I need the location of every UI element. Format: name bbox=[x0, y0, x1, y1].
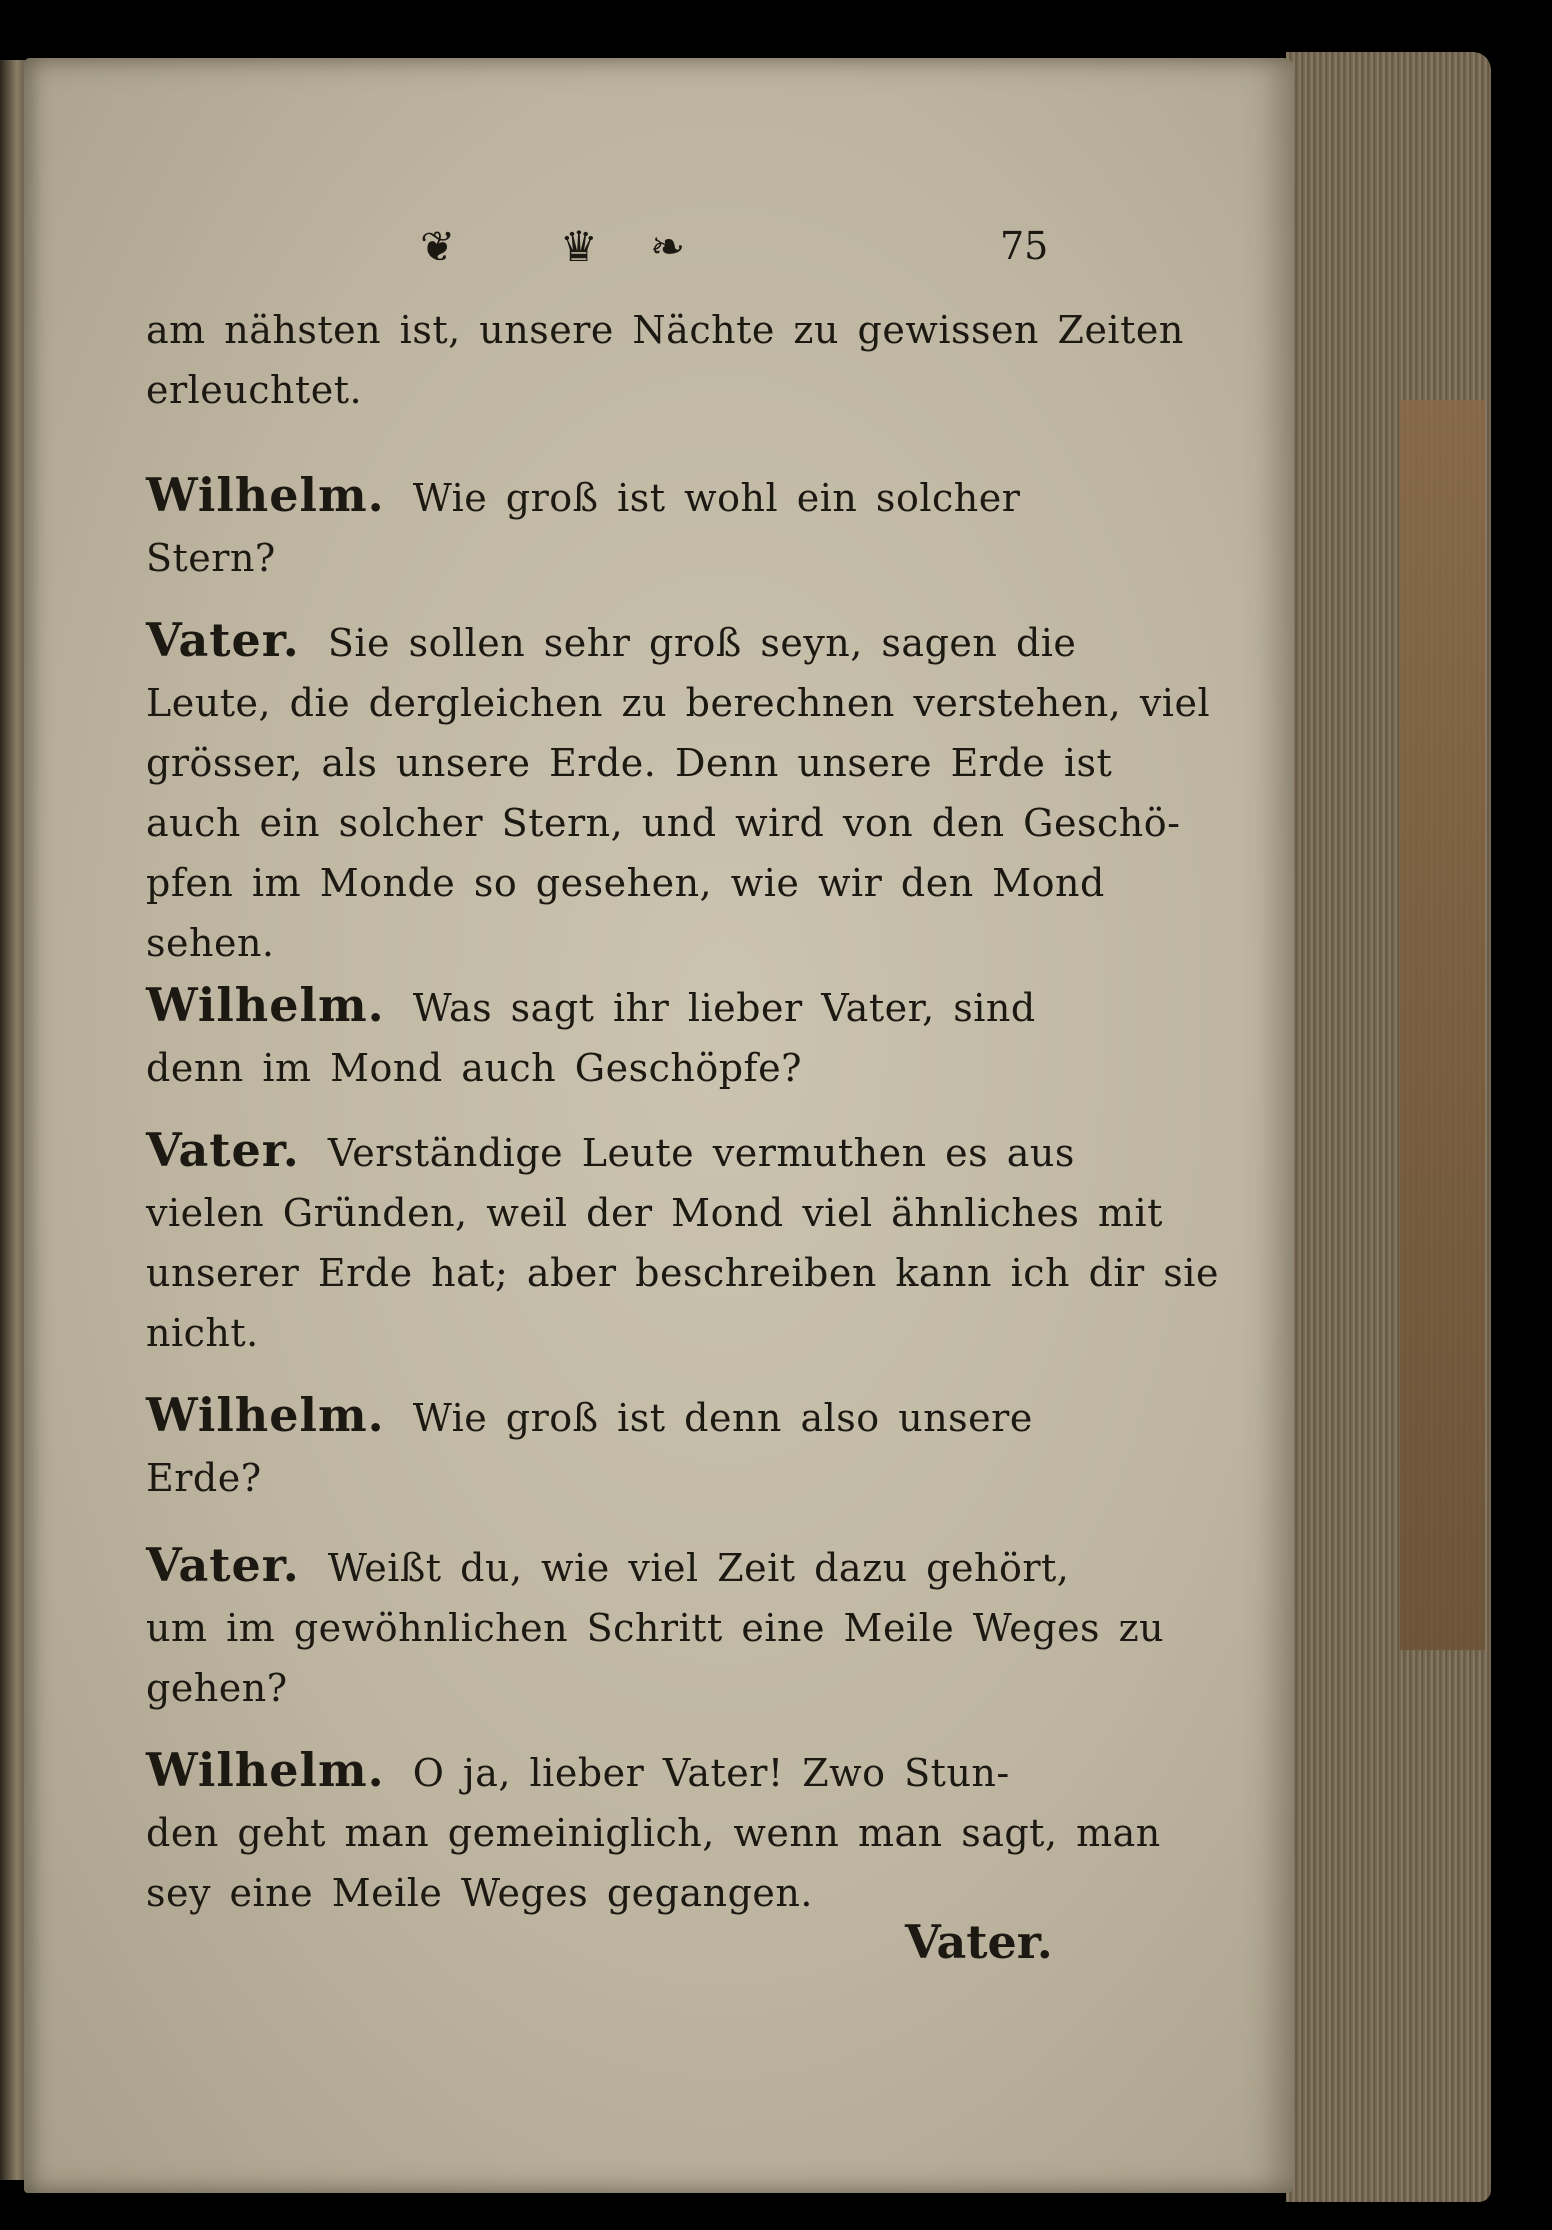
text-line: am nähsten ist, unsere Nächte zu gewissen Zeiten bbox=[146, 308, 1184, 352]
speaker-name: Vater. bbox=[146, 613, 300, 667]
text-line: auch ein solcher Stern, und wird von den Geschö- bbox=[146, 801, 1181, 845]
text-line bbox=[146, 1120, 1075, 1183]
paragraph-4 bbox=[146, 975, 1046, 1098]
text-line: pfen im Monde so gesehen, wie wir den Mond bbox=[146, 861, 1105, 905]
text-line: denn im Mond auch Geschöpfe? bbox=[146, 1046, 802, 1090]
page-edge-stain bbox=[1400, 400, 1485, 1650]
line-text: Was sagt ihr lieber Vater, sind bbox=[412, 986, 1036, 1030]
line-text: Wie groß ist wohl ein solcher bbox=[412, 476, 1021, 520]
speaker-name: Wilhelm. bbox=[146, 1743, 385, 1797]
ornament-left-icon: ❦ bbox=[420, 222, 456, 271]
running-header bbox=[420, 222, 1049, 282]
paragraph-1 bbox=[146, 300, 1184, 420]
ornament-right-icon: ❧ bbox=[650, 222, 686, 271]
speaker-name: Vater. bbox=[146, 1123, 300, 1177]
text-line bbox=[146, 465, 1046, 528]
text-line bbox=[146, 1740, 1046, 1803]
paragraph-5 bbox=[146, 1120, 1219, 1363]
line-text: Sie sollen sehr groß seyn, sagen die bbox=[327, 621, 1077, 665]
text-line: Erde? bbox=[146, 1456, 262, 1500]
text-line: um im gewöhnlichen Schritt eine Meile Weges zu bbox=[146, 1606, 1165, 1650]
paragraph-7 bbox=[146, 1535, 1165, 1718]
line-text: Wie groß ist denn also unsere bbox=[412, 1396, 1033, 1440]
paragraph-3 bbox=[146, 610, 1211, 973]
text-line: nicht. bbox=[146, 1311, 259, 1355]
speaker-name: Wilhelm. bbox=[146, 978, 385, 1032]
text-line bbox=[146, 1385, 1046, 1448]
text-line: den geht man gemeiniglich, wenn man sagt, man bbox=[146, 1811, 1161, 1855]
ornament-crown-icon: ♛ bbox=[560, 222, 598, 271]
text-line bbox=[146, 610, 1077, 673]
text-line bbox=[146, 1535, 1070, 1598]
text-line bbox=[146, 975, 1046, 1038]
line-text: Verständige Leute vermuthen es aus bbox=[327, 1131, 1075, 1175]
catchword: Vater. bbox=[905, 1915, 1053, 1969]
text-line: Stern? bbox=[146, 536, 276, 580]
text-line: gehen? bbox=[146, 1666, 288, 1710]
text-line: grösser, als unsere Erde. Denn unsere Erde ist bbox=[146, 741, 1113, 785]
line-text: Weißt du, wie viel Zeit dazu gehört, bbox=[327, 1546, 1070, 1590]
line-text: O ja, lieber Vater! Zwo Stun- bbox=[412, 1751, 1010, 1795]
paragraph-8 bbox=[146, 1740, 1161, 1923]
text-line: sey eine Meile Weges gegangen. bbox=[146, 1871, 813, 1915]
paragraph-2 bbox=[146, 465, 1046, 588]
text-line: unserer Erde hat; aber beschreiben kann ich dir sie bbox=[146, 1251, 1219, 1295]
speaker-name: Vater. bbox=[146, 1538, 300, 1592]
speaker-name: Wilhelm. bbox=[146, 468, 385, 522]
text-line: vielen Gründen, weil der Mond viel ähnliches mit bbox=[146, 1191, 1163, 1235]
text-line: Leute, die dergleichen zu berechnen verstehen, viel bbox=[146, 681, 1211, 725]
text-line: erleuchtet. bbox=[146, 368, 363, 412]
speaker-name: Wilhelm. bbox=[146, 1388, 385, 1442]
paragraph-6 bbox=[146, 1385, 1046, 1508]
page-number: 75 bbox=[1000, 224, 1049, 268]
text-line: sehen. bbox=[146, 921, 275, 965]
